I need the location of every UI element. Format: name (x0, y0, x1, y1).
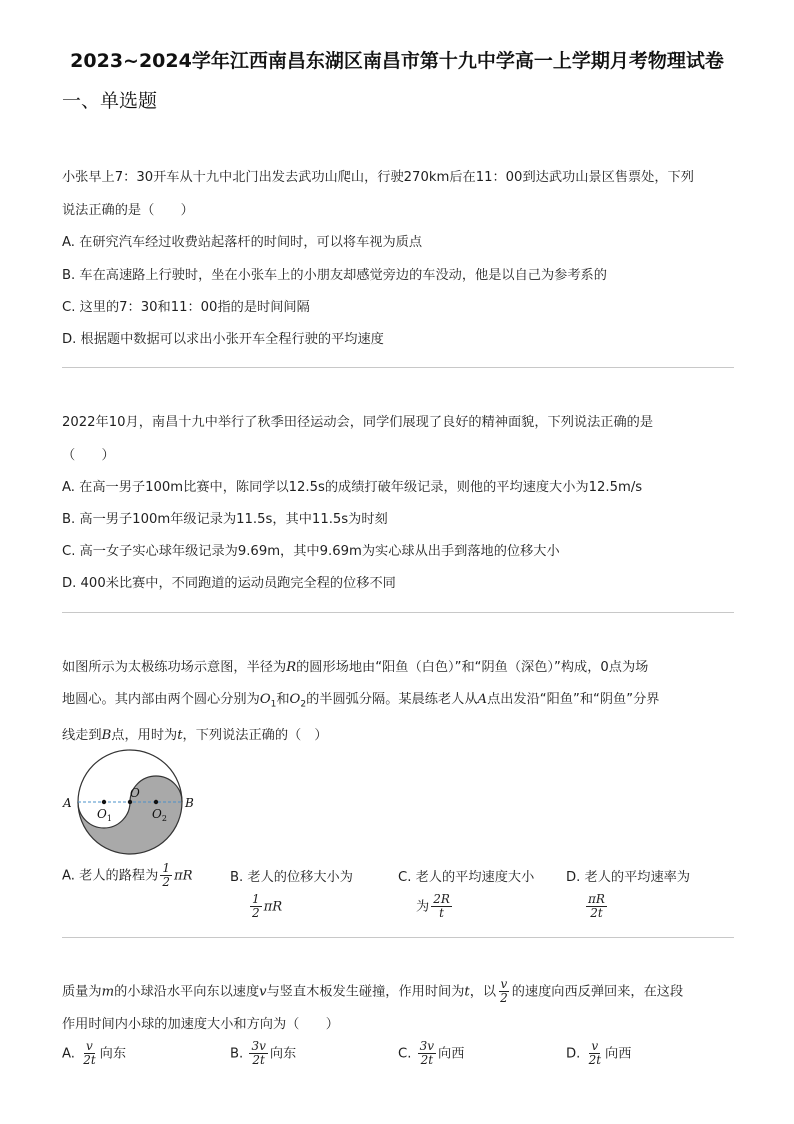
q4-option-b[interactable]: B. $\frac{3v}{2t}$ 向东 (230, 1039, 297, 1067)
q3-stem-line3: 线走到B点，用时为t，下列说法正确的（ ） (62, 728, 328, 743)
q3-option-c[interactable]: C. 老人的平均速度大小 为 $\frac{2R}{t}$ (398, 870, 535, 920)
q2-option-a[interactable]: A. 在高一男子100m比赛中，陈同学以12.5s的成绩打破年级记录，则他的平均速度大小为12.5m/s (62, 480, 643, 495)
point-o1 (102, 800, 106, 804)
divider (62, 937, 734, 938)
q1-stem-line1: 小张早上7：30开车从十九中北门出发去武功山爬山，行驶270km后在11：00到达武功山景区售票处，下列 (62, 170, 694, 185)
label-o: O (130, 786, 140, 800)
q3-stem-line2: 地圆心。其内部由两个圆心分别为$O_1$和$O_2$的半圆弧分隔。某晨练老人从A点出发沿“阳鱼”和“阴鱼”分界 (62, 692, 660, 710)
q1-option-c[interactable]: C. 这里的7：30和11：00指的是时间间隔 (62, 300, 310, 315)
q3-option-a[interactable]: A. 老人的路程为 $\frac{1}{2}$ πR (62, 861, 193, 889)
q4-stem-line2: 作用时间内小球的加速度大小和方向为（ ） (62, 1017, 339, 1032)
q2-stem-line2: （ ） (62, 448, 115, 463)
q1-option-a[interactable]: A. 在研究汽车经过收费站起落杆的时间时，可以将车视为质点 (62, 235, 423, 250)
q2-option-d[interactable]: D. 400米比赛中，不同跑道的运动员跑完全程的位移不同 (62, 576, 396, 591)
divider (62, 612, 734, 613)
label-o1: $O_1$ (97, 807, 112, 823)
q2-stem-line1: 2022年10月，南昌十九中举行了秋季田径运动会，同学们展现了良好的精神面貌，下列说法正确的是 (62, 415, 654, 430)
label-a: A (63, 796, 72, 810)
q3-stem-line1: 如图所示为太极练功场示意图，半径为R的圆形场地由“阳鱼（白色）”和“阴鱼（深色）”构成，0点为场 (62, 660, 649, 675)
page-title: 2023~2024学年江西南昌东湖区南昌市第十九中学高一上学期月考物理试卷 (70, 50, 724, 72)
divider (62, 367, 734, 368)
q1-option-b[interactable]: B. 车在高速路上行驶时，坐在小张车上的小朋友却感觉旁边的车没动，他是以自己为参考系的 (62, 268, 607, 283)
q1-option-d[interactable]: D. 根据题中数据可以求出小张开车全程行驶的平均速度 (62, 332, 384, 347)
point-o2 (154, 800, 158, 804)
taiji-diagram (60, 746, 200, 858)
label-b: B (185, 796, 194, 810)
section-heading: 一、单选题 (62, 90, 158, 112)
q2-option-b[interactable]: B. 高一男子100m年级记录为11.5s，其中11.5s为时刻 (62, 512, 388, 527)
q2-option-c[interactable]: C. 高一女子实心球年级记录为9.69m，其中9.69m为实心球从出手到落地的位移大小 (62, 544, 560, 559)
q3-option-b[interactable]: B. 老人的位移大小为 $\frac{1}{2}$ πR (230, 870, 353, 920)
q4-option-a[interactable]: A. $\frac{v}{2t}$ 向东 (62, 1039, 127, 1067)
q4-stem-line1: 质量为m的小球沿水平向东以速度v与竖直木板发生碰撞，作用时间为t，以 $\frac{v}{2}$ 的速度向西反弹回来，在这段 (62, 977, 684, 1005)
q3-option-d[interactable]: D. 老人的平均速率为 $\frac{\pi R}{2t}$ (566, 870, 691, 920)
q1-stem-line2: 说法正确的是（ ） (62, 203, 194, 218)
q4-option-c[interactable]: C. $\frac{3v}{2t}$ 向西 (398, 1039, 465, 1067)
label-o2: $O_2$ (152, 807, 167, 823)
point-o (128, 800, 132, 804)
q4-option-d[interactable]: D. $\frac{v}{2t}$ 向西 (566, 1039, 632, 1067)
